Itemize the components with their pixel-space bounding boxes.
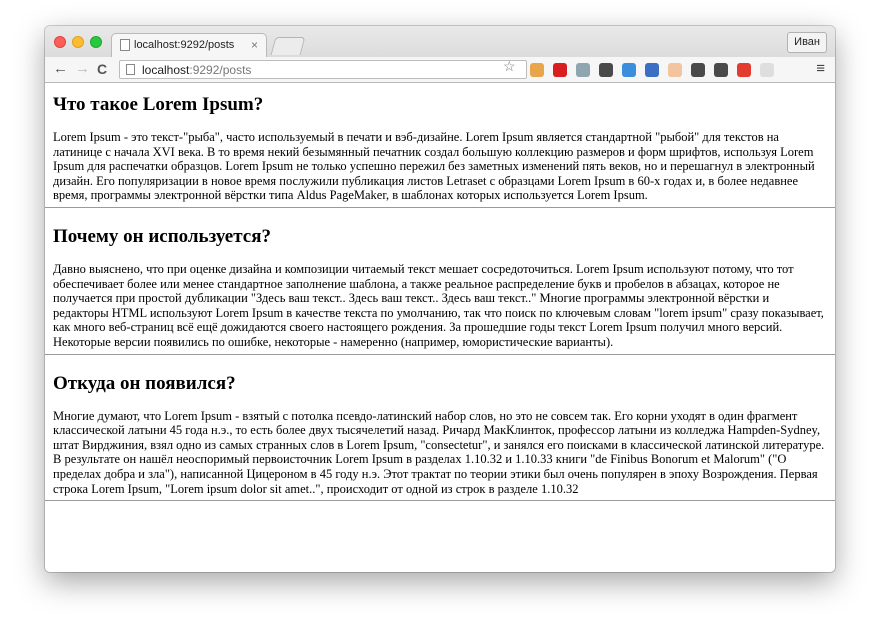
extension-icon[interactable] bbox=[622, 63, 636, 77]
close-window-button[interactable] bbox=[54, 36, 66, 48]
address-bar[interactable] bbox=[119, 60, 527, 79]
post-title: Что такое Lorem Ipsum? bbox=[53, 94, 264, 115]
extension-icon[interactable] bbox=[553, 63, 567, 77]
back-icon[interactable]: ← bbox=[53, 60, 68, 77]
extension-icon[interactable] bbox=[760, 63, 774, 77]
page-icon bbox=[120, 39, 130, 51]
tab-title: localhost:9292/posts bbox=[134, 39, 235, 51]
post-section bbox=[45, 93, 835, 208]
post-body: Lorem Ipsum - это текст-"рыба", часто используемый в печати и вэб-дизайне. Lorem Ipsum является стандартной "рыбой" для текстов на латинице с начала XVI века. В то время некий безымянный печатник создал большую коллекцию размеров и форм шрифтов, используя Lorem Ipsum для распечатки образцов. Lorem Ipsum не только успешно пережил без заметных изменений пять веков, но и перешагнул в электронный дизайн. Его популяризации в новое время послужили публикация листов Letraset с образцами Lorem Ipsum в 60-х годах и, в более недавнее время, программы электронной вёрстки типа Aldus PageMaker, в шаблонах которых используется Lorem Ipsum. bbox=[53, 130, 815, 203]
extension-icon[interactable] bbox=[530, 63, 544, 77]
extension-icon[interactable] bbox=[576, 63, 590, 77]
browser-tab[interactable] bbox=[111, 33, 267, 57]
post-title: Откуда он появился? bbox=[53, 372, 236, 394]
browser-window bbox=[45, 26, 835, 572]
post-section bbox=[45, 225, 835, 355]
extension-icon[interactable] bbox=[714, 63, 728, 77]
post-section bbox=[45, 372, 835, 502]
bookmark-star-icon[interactable]: ☆ bbox=[503, 58, 516, 74]
maximize-window-button[interactable] bbox=[90, 36, 102, 48]
minimize-window-button[interactable] bbox=[72, 36, 84, 48]
page-content bbox=[45, 83, 835, 572]
profile-button[interactable]: Иван bbox=[787, 32, 827, 53]
title-bar bbox=[45, 26, 835, 57]
new-tab-button[interactable] bbox=[271, 37, 306, 55]
divider bbox=[45, 354, 835, 355]
extension-icon[interactable] bbox=[668, 63, 682, 77]
url-path: :9292/posts bbox=[189, 63, 252, 77]
forward-icon[interactable]: → bbox=[75, 60, 90, 77]
page-icon bbox=[126, 64, 135, 75]
url-text[interactable] bbox=[142, 63, 251, 77]
post-title: Почему он используется? bbox=[53, 225, 271, 247]
post-body: Давно выяснено, что при оценке дизайна и композиции читаемый текст мешает сосредоточиться. Lorem Ipsum используют потому, что тот обеспечивает более или менее стандартное заполнение шаблона, а также реальное распределение букв и пробелов в абзацах, которое не получается при простой дубликации "Здесь ваш текст.. Здесь ваш текст.. Здесь ваш текст.." Многие программы электронной вёрстки и редакторы HTML используют Lorem Ipsum в качестве текста по умолчанию, так что поиск по ключевым словам "lorem ipsum" сразу показывает, как много веб-страниц всё ещё дожидаются своего настоящего рождения. За прошедшие годы текст Lorem Ipsum получил много версий. Некоторые версии появились по ошибке, некоторые - намеренно (например, юмористические варианты). bbox=[53, 261, 824, 349]
browser-toolbar bbox=[45, 57, 835, 83]
divider bbox=[45, 207, 835, 208]
extension-icon[interactable] bbox=[691, 63, 705, 77]
reload-icon[interactable]: C bbox=[97, 61, 108, 77]
url-host: localhost bbox=[142, 63, 190, 77]
menu-icon[interactable]: ≡ bbox=[816, 60, 825, 77]
divider bbox=[45, 500, 835, 501]
extension-icon[interactable] bbox=[737, 63, 751, 77]
extension-icon[interactable] bbox=[599, 63, 613, 77]
extension-icon[interactable] bbox=[645, 63, 659, 77]
close-tab-icon[interactable]: × bbox=[250, 38, 258, 52]
post-body: Многие думают, что Lorem Ipsum - взятый с потолка псевдо-латинский набор слов, но это не совсем так. Его корни уходят в один фрагмент классической латыни 45 года н.э., то есть более двух тысячелетий назад. Ричард МакКлинток, профессор латыни из колледжа Hampden-Sydney, штат Вирджиния, взял одно из самых странных слов в Lorem Ipsum, "consectetur", и занялся его поисками в классической латинской литературе. В результате он нашёл неоспоримый первоисточник Lorem Ipsum в разделах 1.10.32 и 1.10.33 книги "de Finibus Bonorum et Malorum" ("О пределах добра и зла"), написанной Цицероном в 45 году н.э. Этот трактат по теории этики был очень популярен в эпоху Возрождения. Первая строка Lorem Ipsum, "Lorem ipsum dolor sit amet..", происходит от одной из строк в разделе 1.10.32 bbox=[53, 408, 825, 496]
